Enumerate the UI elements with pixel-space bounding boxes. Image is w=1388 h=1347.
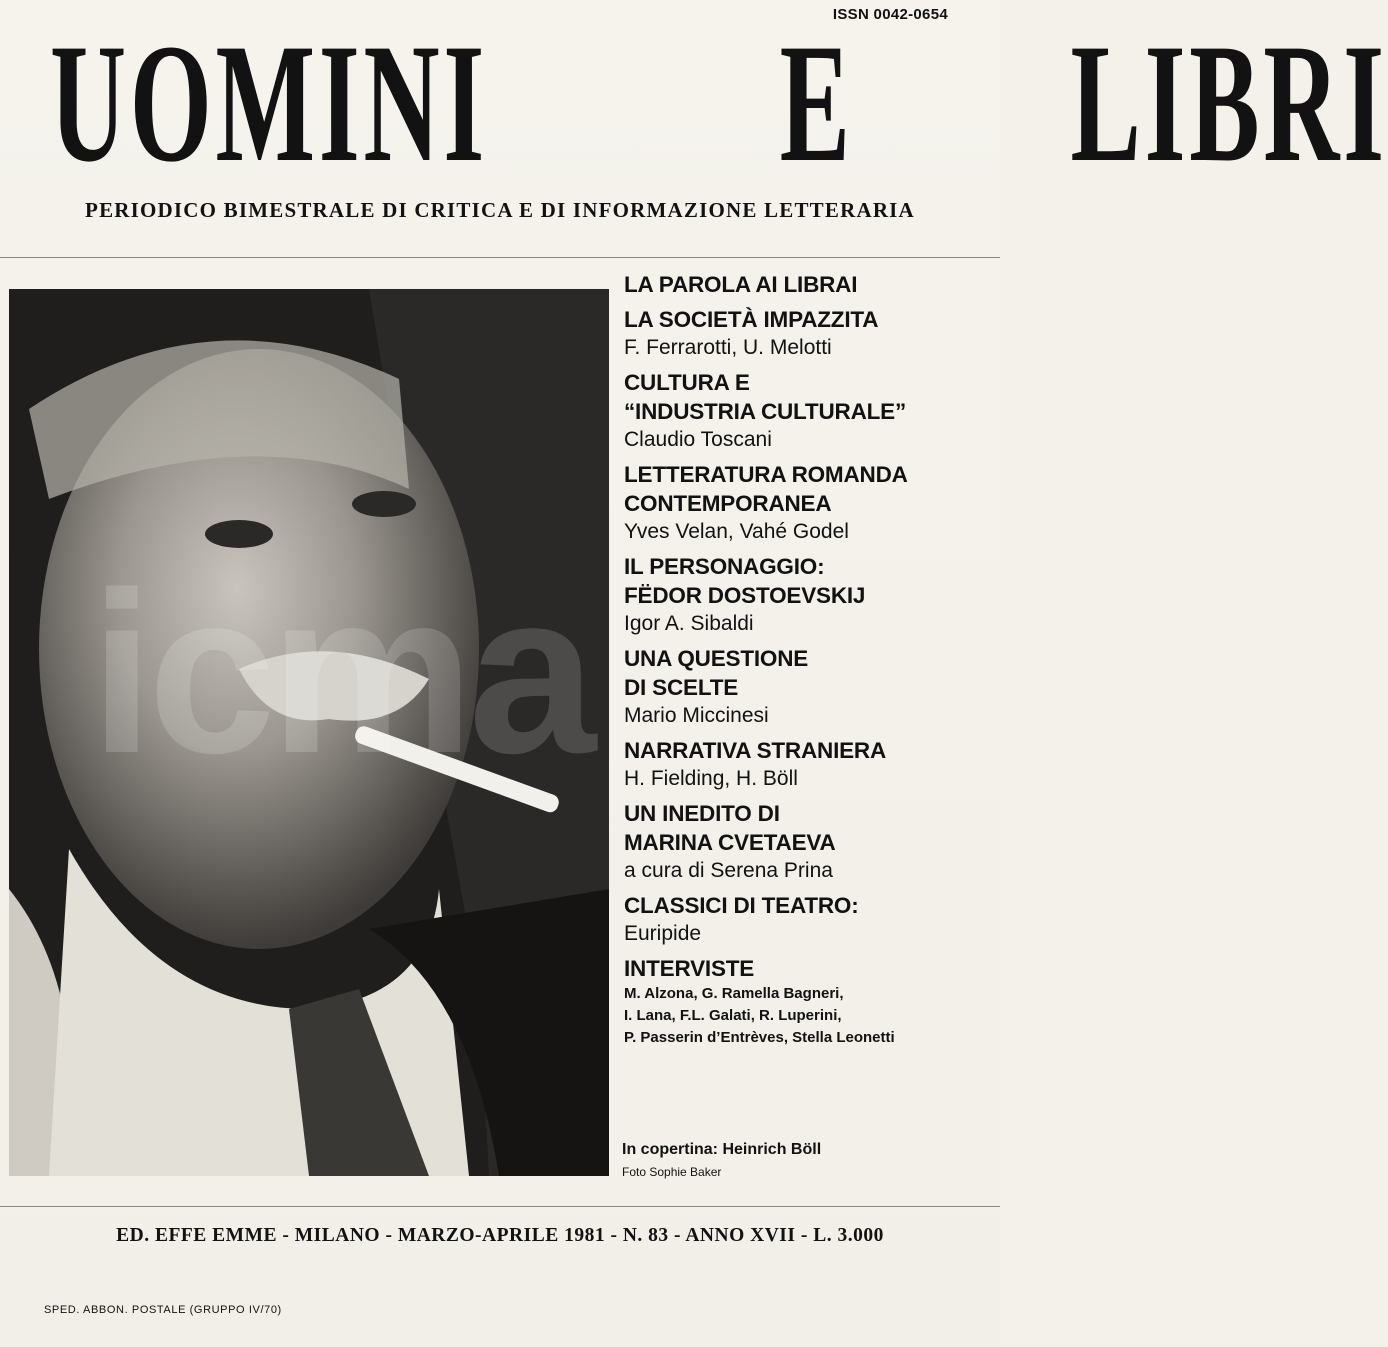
issue-info: ED. EFFE EMME - MILANO - MARZO-APRILE 1981 - N. 83 - ANNO XVII - L. 3.000 <box>116 1225 884 1246</box>
toc-author: Claudio Toscani <box>624 428 772 451</box>
toc-author: a cura di Serena Prina <box>624 859 833 882</box>
toc-item <box>624 891 994 948</box>
toc-heading: CULTURA E <box>624 370 750 395</box>
cover-credit: In copertina: Heinrich Böll <box>622 1141 822 1158</box>
issn-number: ISSN 0042-0654 <box>832 6 948 23</box>
masthead-word-libri: LIBRI <box>1070 9 1388 197</box>
toc-heading: FËDOR DOSTOEVSKIJ <box>624 583 866 608</box>
toc-item <box>624 954 994 1049</box>
toc-heading: UN INEDITO DI <box>624 801 780 826</box>
bottom-divider <box>0 1206 1000 1207</box>
toc-heading: MARINA CVETAEVA <box>624 830 836 855</box>
toc-interviewees: M. Alzona, G. Ramella Bagneri, <box>624 985 844 1002</box>
top-divider <box>0 257 1000 258</box>
toc-item <box>624 270 994 299</box>
toc-heading: CONTEMPORANEA <box>624 491 832 516</box>
toc-author: Igor A. Sibaldi <box>624 612 754 635</box>
masthead-word-uomini: UOMINI <box>50 9 489 197</box>
toc-author: Mario Miccinesi <box>624 704 769 727</box>
toc-heading: “INDUSTRIA CULTURALE” <box>624 399 907 424</box>
toc-author: F. Ferrarotti, U. Melotti <box>624 336 832 359</box>
toc-item <box>624 736 994 793</box>
toc-item <box>624 305 994 362</box>
toc-heading: LETTERATURA ROMANDA <box>624 462 908 487</box>
toc-heading: INTERVISTE <box>624 956 755 981</box>
toc-author: Yves Velan, Vahé Godel <box>624 520 849 543</box>
watermark: icma <box>90 544 591 801</box>
toc-item <box>624 644 994 730</box>
toc-item <box>624 552 994 638</box>
postal-notice: SPED. ABBON. POSTALE (GRUPPO IV/70) <box>44 1304 282 1316</box>
photo-credit: Foto Sophie Baker <box>622 1165 722 1179</box>
toc-heading: LA SOCIETÀ IMPAZZITA <box>624 307 879 332</box>
toc-heading: IL PERSONAGGIO: <box>624 554 825 579</box>
toc-heading: DI SCELTE <box>624 675 739 700</box>
toc-item <box>624 368 994 454</box>
masthead-word-e: E <box>779 9 854 197</box>
toc-author: H. Fielding, H. Böll <box>624 767 798 790</box>
toc-interviewees: I. Lana, F.L. Galati, R. Luperini, <box>624 1007 842 1024</box>
toc-heading: LA PAROLA AI LIBRAI <box>624 272 858 297</box>
toc-heading: UNA QUESTIONE <box>624 646 809 671</box>
table-of-contents <box>624 270 994 1055</box>
toc-interviewees: P. Passerin d’Entrèves, Stella Leonetti <box>624 1029 895 1046</box>
toc-item <box>624 799 994 885</box>
masthead-subtitle: PERIODICO BIMESTRALE DI CRITICA E DI INFORMAZIONE LETTERARIA <box>85 198 915 222</box>
toc-item <box>624 460 994 546</box>
toc-author: Euripide <box>624 922 702 945</box>
toc-heading: CLASSICI DI TEATRO: <box>624 893 859 918</box>
toc-heading: NARRATIVA STRANIERA <box>624 738 887 763</box>
